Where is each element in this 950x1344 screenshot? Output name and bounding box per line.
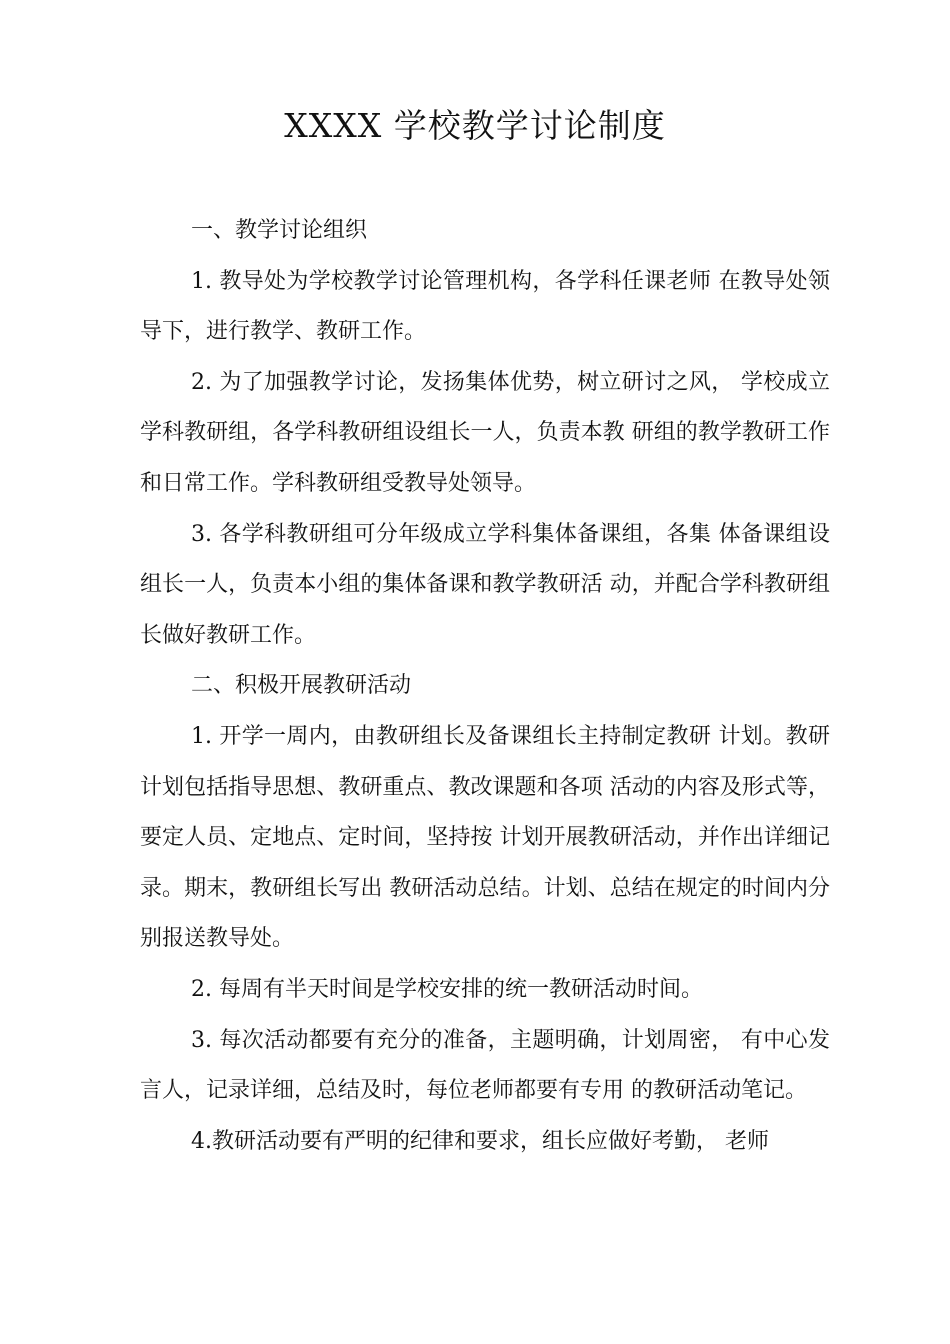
document-title: XXXX 学校教学讨论制度 <box>284 106 666 145</box>
paragraph: 1. 教导处为学校教学讨论管理机构，各学科任课老师 在教导处领导下，进行教学、教研工作。 <box>140 268 830 345</box>
paragraph: 3. 各学科教研组可分年级成立学科集体备课组，各集 体备课组设组长一人，负责本小组的集体备课和教学教研活 动，并配合学科教研组长做好教研工作。 <box>140 521 830 648</box>
paragraph: 2. 每周有半天时间是学校安排的统一教研活动时间。 <box>191 976 703 1002</box>
section-heading: 一、教学讨论组织 <box>191 218 368 243</box>
paragraph: 3. 每次活动都要有充分的准备，主题明确，计划周密， 有中心发言人，记录详细，总结及时，每位老师都要有专用 的教研活动笔记。 <box>140 1027 830 1104</box>
paragraph: 1. 开学一周内，由教研组长及备课组长主持制定教研 计划。教研计划包括指导思想、教研重点、教改课题和各项 活动的内容及形式等，要定人员、定地点、定时间，坚持按 计划开展教研活动，并作出详细记录。期末，教研组长写出 教研活动总结。计划、总结在规定的时间内分别报送教导处。 <box>140 723 830 952</box>
paragraph: 4.教研活动要有严明的纪律和要求，组长应做好考勤， 老师 <box>191 1128 769 1154</box>
paragraph: 2. 为了加强教学讨论，发扬集体优势，树立研讨之风， 学校成立学科教研组，各学科教研组设组长一人，负责本教 研组的教学教研工作和日常工作。学科教研组受教导处领导。 <box>140 369 830 496</box>
section-heading: 二、积极开展教研活动 <box>191 673 412 699</box>
document-body <box>140 206 830 1167</box>
